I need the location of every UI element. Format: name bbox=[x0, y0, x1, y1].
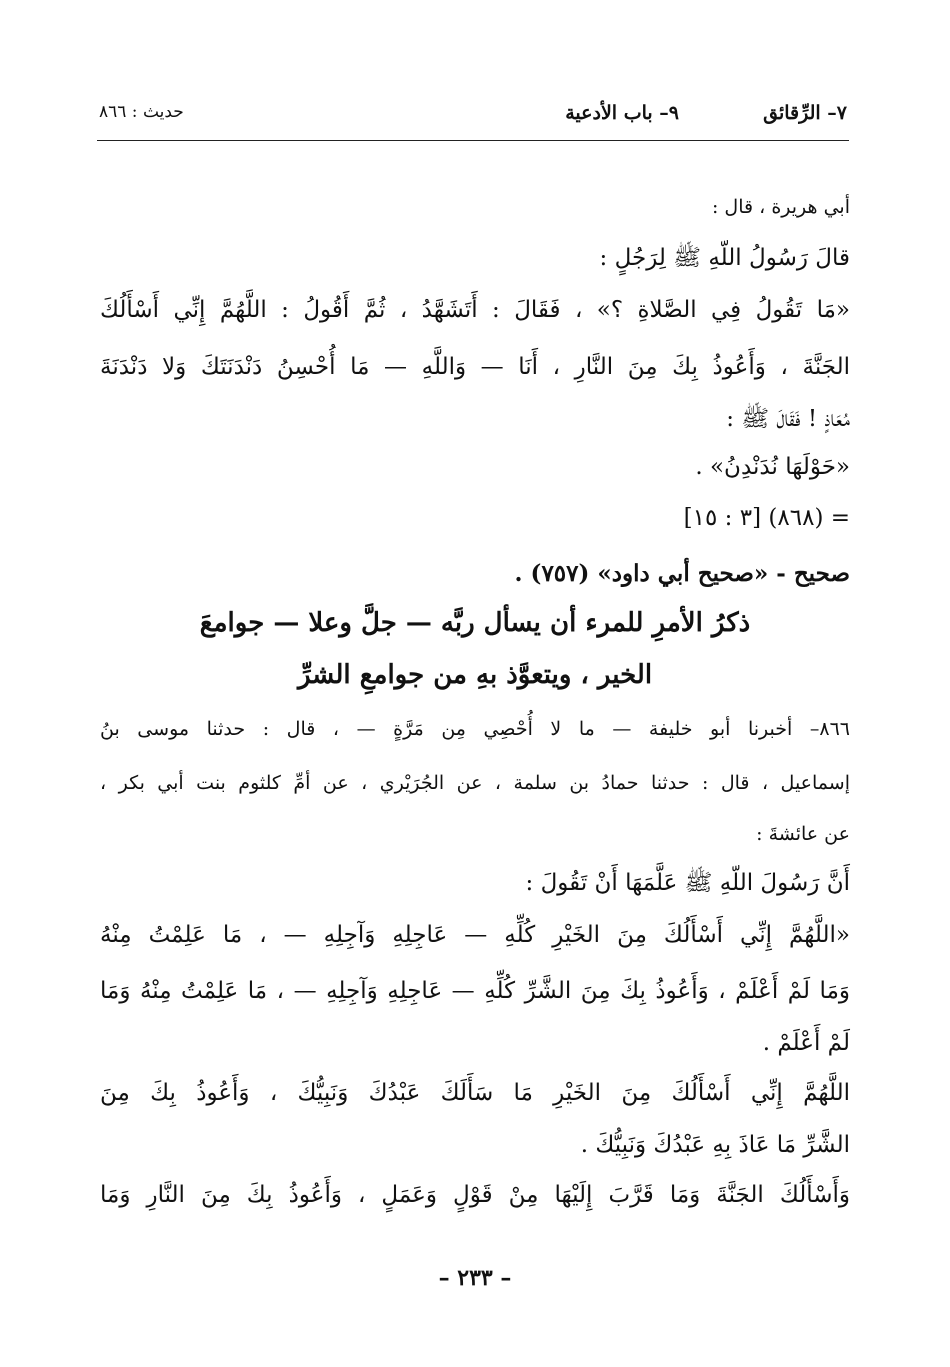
hadith-number: حديث : ٨٦٦ bbox=[99, 102, 184, 122]
text-line: أبي هريرة ، قال : bbox=[711, 196, 850, 218]
chapter-title: ٩– باب الأدعية bbox=[565, 102, 679, 124]
text-line: = (٨٦٨) [٣ : ١٥] bbox=[683, 505, 850, 531]
section-title: ذكرُ الأمرِ للمرء أن يسأل ربَّه — جلَّ وعلا — جوامعَ bbox=[199, 608, 751, 638]
running-header bbox=[97, 102, 849, 141]
text-line: قالَ رَسُولُ اللّهِ ﷺ لِرَجُلٍ : bbox=[599, 245, 850, 271]
text-line: أَنَّ رَسُولَ اللّهِ ﷺ عَلَّمَهَا أَنْ تَقُولَ : bbox=[525, 870, 850, 896]
text-line: وَأَسْأَلُكَ الجَنَّةَ وَمَا قَرَّبَ إِلَيْهَا مِنْ قَوْلٍ وَعَمَلٍ ، وَأَعُوذُ بِكَ مِنَ النَّارِ وَمَا bbox=[100, 1182, 850, 1208]
text-line: ٨٦٦– أخبرنا أبو خليفة — ما لا أُحْصِي مِن مَرَّةٍ — ، قال : حدثنا موسى بنُ bbox=[100, 718, 850, 740]
page-number: – ٢٣٣ – bbox=[438, 1265, 512, 1291]
text-line: لَمْ أَعْلَمْ . bbox=[762, 1030, 850, 1056]
text-line: «مَا تَقُولُ فِي الصَّلاةِ ؟» ، فَقَالَ : أَتَشَهَّدُ ، ثُمَّ أَقُولُ : اللَّهُمَّ إِنِّي أَسْأَلُكَ bbox=[100, 297, 850, 323]
book-title: ٧– الرِّقائق bbox=[763, 102, 847, 124]
grading-line: صحيح - «صحيح أبي داود» (٧٥٧) . bbox=[514, 560, 850, 587]
section-title: الخير ، ويتعوَّذ بهِ من جوامعِ الشرِّ bbox=[297, 660, 653, 690]
text-line: اللَّهُمَّ إِنِّي أَسْأَلُكَ مِنَ الخَيْرِ مَا سَأَلَكَ عَبْدُكَ وَنَبِيُّكَ ، وَأَعُوذُ بِكَ مِنَ bbox=[100, 1080, 850, 1106]
text-line: وَمَا لَمْ أَعْلَمْ ، وَأَعُوذُ بِكَ مِنَ الشَّرِّ كُلِّهِ — عَاجِلِهِ وَآجِلِهِ — ، مَا عَلِمْتُ مِنْهُ وَمَا bbox=[100, 978, 850, 1004]
text-line: «اللَّهُمَّ إِنِّي أَسْأَلُكَ مِنَ الخَيْرِ كُلِّهِ — عَاجِلِهِ وَآجِلِهِ — ، مَا عَلِمْتُ مِنْهُ bbox=[100, 922, 850, 948]
text-line: الجَنَّةَ ، وَأَعُوذُ بِكَ مِنَ النَّارِ ، أَنَا — وَاللَّهِ — مَا أُحْسِنُ دَنْدَنَتَكَ وَلا دَنْدَنَةَ bbox=[100, 354, 850, 380]
text-line: مُعَاذٍ ! فَقَالَ ﷺ : bbox=[726, 406, 850, 432]
text-line: إسماعيل ، قال : حدثنا حمادُ بن سلمة ، عن الجُرَيْري ، عن أمِّ كلثوم بنت أبي بكر ، bbox=[100, 772, 850, 794]
text-line: «حَوْلَهَا نُدَنْدِنُ» . bbox=[695, 454, 850, 480]
text-line: عن عائشةَ : bbox=[756, 823, 850, 845]
text-line: الشَّرِّ مَا عَاذَ بِهِ عَبْدُكَ وَنَبِيُّكَ . bbox=[580, 1132, 850, 1158]
